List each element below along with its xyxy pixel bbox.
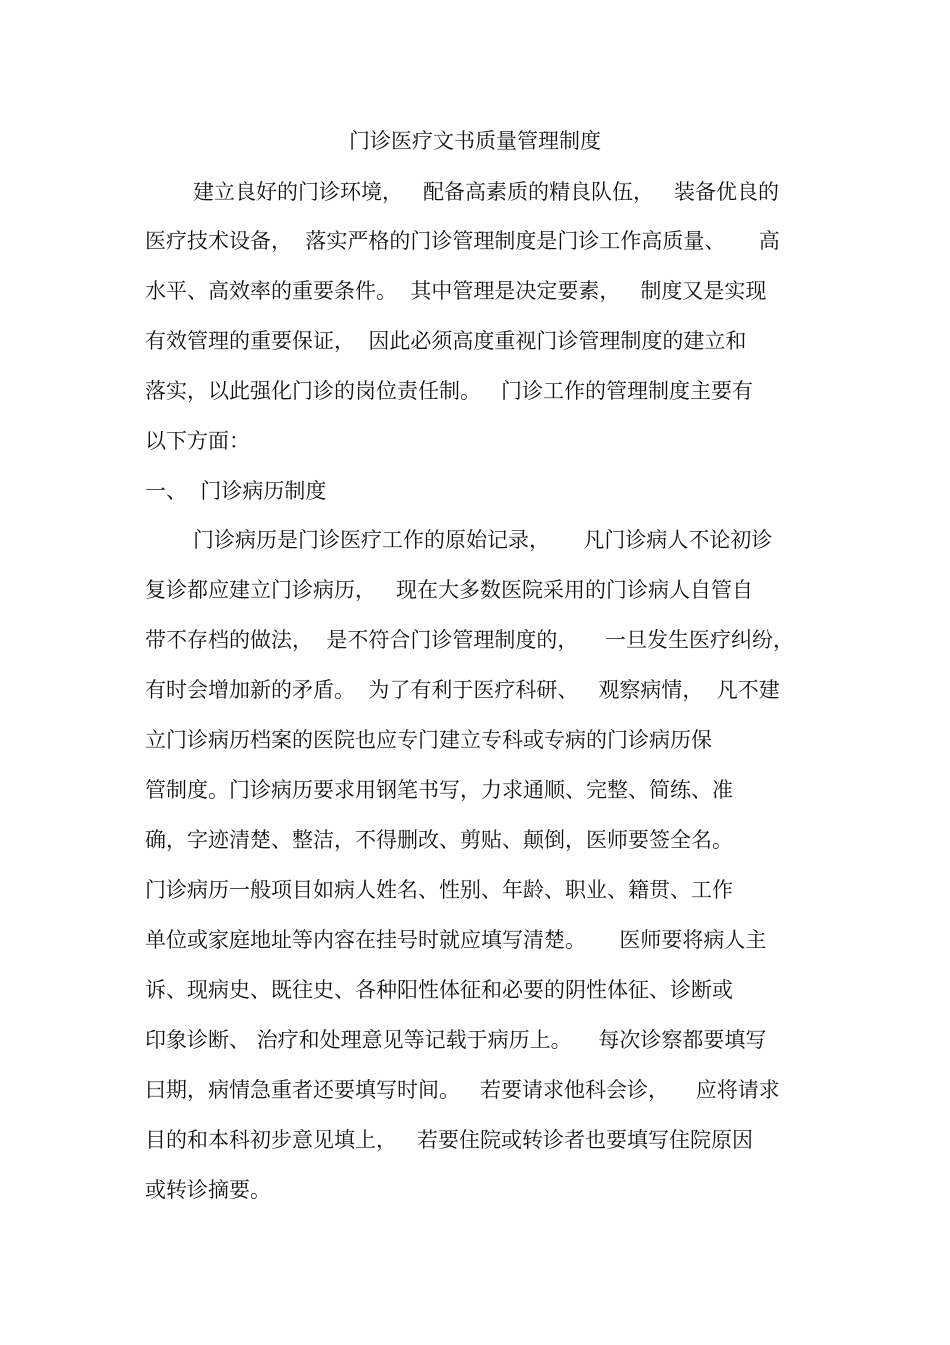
- section-line-4: 有时会增加新的矛盾。 为了有利于医疗科研、 观察病情， 凡不建: [145, 678, 780, 702]
- section-heading: 一、 门诊病历制度: [145, 479, 327, 503]
- section-line-14: 或转诊摘要。: [145, 1178, 271, 1202]
- section-line-2: 复诊都应建立门诊病历， 现在大多数医院采用的门诊病人自管自: [145, 578, 754, 602]
- section-line-8: 门诊病历一般项目如病人姓名、性别、年龄、职业、籍贯、工作: [145, 878, 733, 902]
- intro-line-1: 建立良好的门诊环境， 配备高素质的精良队伍， 装备优良的: [193, 180, 780, 204]
- section-line-7: 确，字迹清楚、整洁，不得删改、剪贴、颠倒，医师要签全名。: [145, 828, 733, 852]
- intro-line-6: 以下方面：: [145, 429, 250, 453]
- section-line-5: 立门诊病历档案的医院也应专门建立专科或专病的门诊病历保: [145, 728, 712, 752]
- section-line-10: 诉、现病史、既往史、各种阳性体征和必要的阴性体征、诊断或: [145, 978, 733, 1002]
- section-line-3: 带不存档的做法， 是不符合门诊管理制度的， 一旦发生医疗纠纷，: [145, 628, 795, 652]
- section-line-1: 门诊病历是门诊医疗工作的原始记录， 凡门诊病人不论初诊: [193, 528, 773, 552]
- intro-line-2: 医疗技术设备， 落实严格的门诊管理制度是门诊工作高质量、 高: [145, 229, 780, 253]
- section-line-12: 曰期，病情急重者还要填写时间。 若要请求他科会诊， 应将请求: [145, 1078, 780, 1102]
- section-line-11: 印象诊断、 治疗和处理意见等记载于病历上。 每次诊察都要填写: [145, 1028, 767, 1052]
- section-line-6: 管制度。门诊病历要求用钢笔书写，力求通顺、完整、简练、准: [145, 778, 733, 802]
- intro-line-4: 有效管理的重要保证， 因此必须高度重视门诊管理制度的建立和: [145, 329, 747, 353]
- intro-line-5: 落实，以此强化门诊的岗位责任制。 门诊工作的管理制度主要有: [145, 379, 754, 403]
- document-title: 门诊医疗文书质量管理制度: [349, 129, 601, 153]
- intro-line-3: 水平、高效率的重要条件。 其中管理是决定要素， 制度又是实现: [145, 279, 767, 303]
- section-line-13: 目的和本科初步意见填上， 若要住院或转诊者也要填写住院原因: [145, 1128, 754, 1152]
- section-line-9: 单位或家庭地址等内容在挂号时就应填写清楚。 医师要将病人主: [145, 928, 767, 952]
